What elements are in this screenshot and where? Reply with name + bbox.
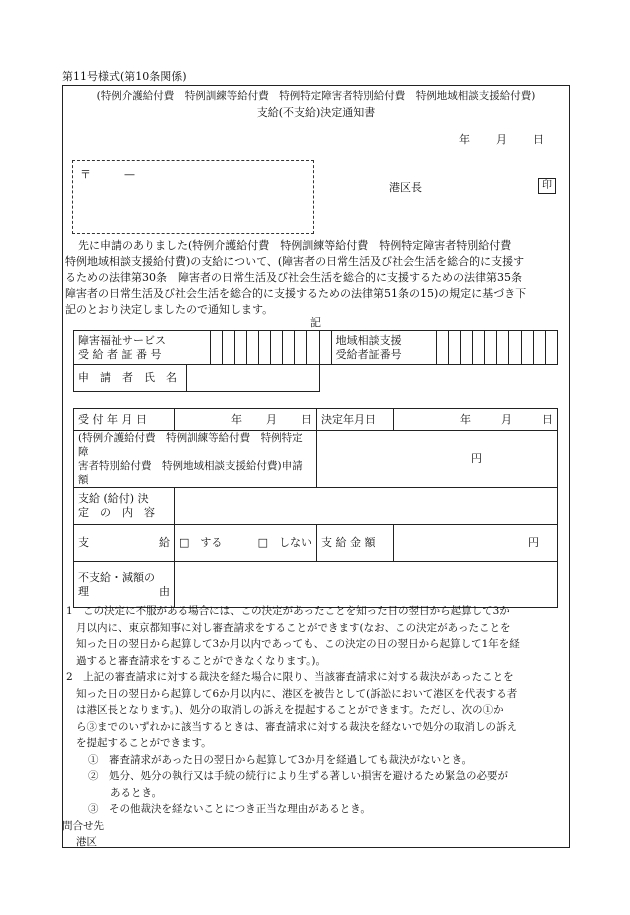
date-month: 月 <box>496 133 507 146</box>
payment-options <box>175 525 317 562</box>
seal-mark: 印 <box>538 178 556 194</box>
note-2-line-5: を提起することができます。 <box>76 737 212 749</box>
area-digit[interactable] <box>521 331 533 365</box>
decision-content-field[interactable] <box>175 488 558 525</box>
reason-label-3: 由 <box>159 584 170 598</box>
decided-month: 月 <box>501 412 512 426</box>
date-year: 年 <box>459 133 470 146</box>
inquiry-label: 問合せ先 <box>62 819 104 832</box>
condition-2-line-1: ② 処分、処分の執行又は手続の続行により生ずる著しい損害を避けるため緊急の必要が <box>88 770 508 782</box>
note-2-line-4: ら③までのいずれかに該当するときは、審査請求に対する裁決を経ないで処分の取消しの訴え <box>76 720 517 733</box>
condition-2-line-2: あるとき。 <box>110 786 163 799</box>
decision-table <box>73 408 558 608</box>
note-1-line-2: 月以内に、東京都知事に対し審査請求をすることができます(なお、この決定があったことを <box>76 621 511 634</box>
recipient-table <box>73 330 558 365</box>
payment-label-1: 支 <box>78 536 89 549</box>
intro-line-4: 障害者の日常生活及び社会生活を総合的に支援するための法律第51条の15)の規定に基づき下 <box>65 287 527 300</box>
cert-digit[interactable] <box>283 331 295 365</box>
amount-label-cell <box>74 431 317 488</box>
intro-line-1: 先に申請のありました(特例介護給付費 特例訓練等給付費 特例特定障害者特別給付費 <box>78 239 512 252</box>
area-digit[interactable] <box>449 331 461 365</box>
reason-field[interactable] <box>175 562 558 608</box>
notes-section <box>62 603 566 851</box>
option-pay-checkbox[interactable]: □ する <box>179 536 223 549</box>
cert-digit[interactable] <box>307 331 319 365</box>
note-2-line-1: 2 上記の審査請求に対する裁決を経た場合に限り、当該審査請求に対する裁決があったことを <box>66 671 514 683</box>
note-1-line-1: 1 この決定に不服がある場合には、この決定があったことを知った日の翌日から起算して3か <box>66 605 510 617</box>
content-label-1: 支給 (給付) 決 <box>78 492 149 505</box>
payment-label-2: 給 <box>159 536 170 549</box>
note-2-line-3: は港区長となります。)、処分の取消しの訴えを提起することができます。ただし、次の①か <box>76 704 504 716</box>
cert-label-cell <box>74 331 211 365</box>
cert-digit[interactable] <box>222 331 234 365</box>
received-month: 月 <box>266 412 277 426</box>
cert-label-2: 受 給 者 証 番 号 <box>78 347 162 361</box>
applicant-table <box>73 364 320 392</box>
intro-line-5: 記のとおり決定しましたので通知します。 <box>65 303 274 316</box>
decided-date-label: 決定年月日 <box>317 409 394 431</box>
form-number: 第11号様式(第10条関係) <box>62 70 187 83</box>
amount-yen: 円 <box>471 452 482 465</box>
cert-digit[interactable] <box>247 331 259 365</box>
applicant-name-field[interactable] <box>187 365 320 392</box>
note-2-line-2: 知った日の翌日から起算して6か月以内に、港区を被告として(訴訟において港区を代表する者 <box>76 687 518 700</box>
application-amount-field[interactable] <box>317 431 558 488</box>
amount-label-2: 害者特別給付費 特例地域相談支援給付費)申請額 <box>78 460 303 486</box>
pay-amount-field[interactable] <box>394 525 558 562</box>
intro-line-2: 特例地域相談支援給付費)の支給について、(障害者の日常生活及び社会生活を総合的に支援す <box>65 255 525 268</box>
area-digit[interactable] <box>461 331 473 365</box>
received-date-field[interactable] <box>175 409 317 431</box>
pay-amount-yen: 円 <box>528 536 539 549</box>
cert-digit[interactable] <box>234 331 246 365</box>
cert-digit[interactable] <box>210 331 222 365</box>
document-title: 支給(不支給)決定通知書 <box>256 106 376 119</box>
note-1-line-3: 知った日の翌日から起算して3か月以内であっても、この決定の日の翌日から起算して1年を経 <box>76 638 520 650</box>
area-label-2: 受給者証番号 <box>335 347 402 361</box>
reason-label-cell <box>74 562 175 608</box>
amount-label-1: (特例介護給付費 特例訓練等給付費 特例特定障 <box>78 432 303 458</box>
area-label-1: 地域相談支援 <box>335 333 402 347</box>
postal-dash: — <box>124 168 135 181</box>
area-digit[interactable] <box>533 331 545 365</box>
address-box[interactable] <box>72 160 314 234</box>
reason-label-2: 理 <box>78 584 89 598</box>
cert-digit[interactable] <box>271 331 283 365</box>
payment-label-cell <box>74 525 175 562</box>
decided-date-field[interactable] <box>394 409 558 431</box>
content-label-cell <box>74 488 175 525</box>
cert-digit[interactable] <box>319 331 331 365</box>
cert-digit[interactable] <box>259 331 271 365</box>
received-date-label: 受 付 年 月 日 <box>74 409 175 431</box>
area-digit[interactable] <box>436 331 448 365</box>
inquiry-value: 港区 <box>76 836 97 848</box>
condition-1: ① 審査請求があった日の翌日から起算して3か月を経過しても裁決がないとき。 <box>88 753 473 766</box>
decided-day: 日 <box>542 412 553 426</box>
reason-label-1: 不支給・減額の <box>78 570 155 584</box>
decided-year: 年 <box>460 412 471 426</box>
cert-label-1: 障害福祉サービス <box>78 333 166 347</box>
area-label-cell <box>331 331 436 365</box>
header-benefits: (特例介護給付費 特例訓練等給付費 特例特定障害者特別給付費 特例地域相談支援給付費) <box>96 90 536 102</box>
note-1-line-4: 過すると審査請求をすることができなくなります。)。 <box>76 654 327 667</box>
issuer: 港区長 <box>389 181 422 194</box>
applicant-label: 申 請 者 氏 名 <box>74 365 187 392</box>
cert-digit[interactable] <box>295 331 307 365</box>
intro-line-3: るための法律第30条 障害者の日常生活及び社会生活を総合的に支援するための法律第35条 <box>65 271 522 284</box>
date-day: 日 <box>533 133 544 146</box>
pay-amount-label: 支 給 金 額 <box>317 525 394 562</box>
area-digit[interactable] <box>497 331 509 365</box>
option-no-pay-checkbox[interactable]: □ しない <box>257 536 312 549</box>
received-day: 日 <box>301 412 312 426</box>
condition-3: ③ その他裁決を経ないことにつき正当な理由があるとき。 <box>88 803 371 815</box>
area-digit[interactable] <box>485 331 497 365</box>
ki-mark: 記 <box>310 316 321 329</box>
area-digit[interactable] <box>509 331 521 365</box>
content-label-2: 定 の 内 容 <box>78 506 155 519</box>
postal-mark: 〒 <box>80 168 91 181</box>
received-year: 年 <box>231 412 242 426</box>
area-digit[interactable] <box>473 331 485 365</box>
area-digit[interactable] <box>545 331 557 365</box>
